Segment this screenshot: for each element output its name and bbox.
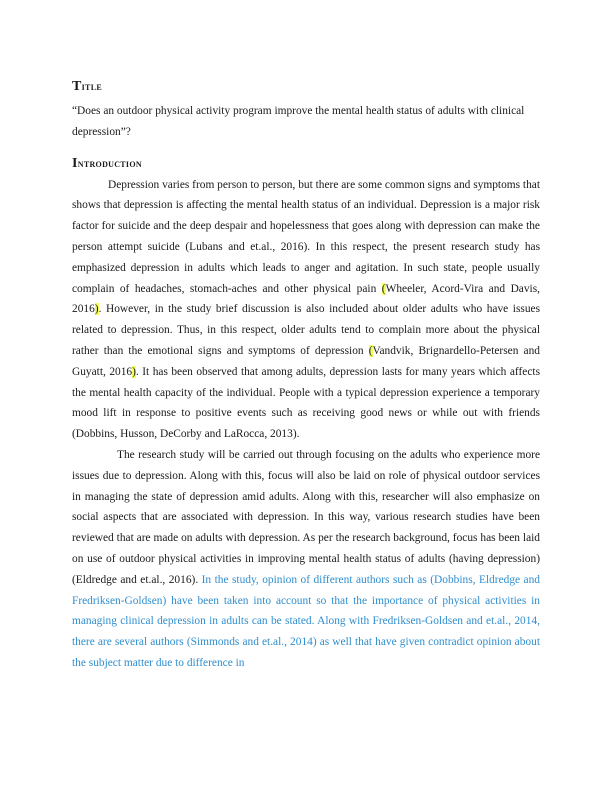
citation-vandvik: Vandvik, Brignardello-Petersen and Guyatt, 2016 (72, 344, 540, 378)
title-text: “Does an outdoor physical activity program improve the mental health status of adults with clinical depression”? (72, 105, 525, 138)
introduction-heading: Introduction (72, 155, 142, 171)
p1-text-1: Depression varies from person to person, but there are some common signs and symptoms that shows that depression is affecting the mental health status of an individual. Depression is a major risk factor for suicide and the deep despair and hopelessness that goes along with depression can make the person attempt suicide (Lubans and et.al., 2016). In this respect, the present research study has emphasized depression in adults which leads to anger and agitation. In such state, people usually complain of headaches, stomach-aches and other physical pain (72, 178, 540, 295)
p2-blue-text: In the study, opinion of different authors such as (Dobbins, Eldredge and Fredriksen-Goldsen) have been taken into account so that the importance of physical activities in managing clinical depression in adults can be stated. Along with Fredriksen-Goldsen and et.al., 2014, there are several authors (Simmonds and et.al., 2014) as well that have given contradict opinion about the subject matter due to difference in (72, 573, 540, 669)
citation-wheeler: Wheeler, Acord-Vira and Davis, 2016 (72, 282, 540, 316)
p1-text-2: . However, in the study brief discussion is also included about older adults who have issues related to depression. Thus, in this respect, older adults tend to complain more about the physical rather than the emotional signs and symptoms of depression (72, 303, 540, 357)
highlight-open-1: ( (381, 282, 386, 295)
intro-paragraph-2 (72, 445, 540, 674)
highlight-open-2: ( (368, 344, 373, 357)
p2-text: The research study will be carried out through focusing on the adults who experience more issues due to depression. Along with this, focus will also be laid on role of physical outdoor services in managing the state of depression amid adults. Along with this, researcher will also emphasize on social aspects that are associated with depression. In this way, various research studies have been reviewed that are made on adults with depression. As per the research background, focus has been laid on use of outdoor physical activities in improving mental health status of adults (having depression) (Eldredge and et.al., 2016). (72, 448, 540, 586)
document-page (72, 78, 540, 674)
highlight-close-2: ) (132, 365, 136, 378)
highlight-close-1: ) (94, 303, 99, 316)
title-heading: Title (72, 79, 102, 94)
intro-paragraph-1 (72, 175, 540, 445)
p1-text-3: . It has been observed that among adults, depression lasts for many years which affects the mental health capacity of the individual. People with a typical depression experience a temporary mood lift in response to positive events such as receiving good news or while out with friends (Dobbins, Husson, DeCorby and LaRocca, 2013). (72, 365, 541, 441)
